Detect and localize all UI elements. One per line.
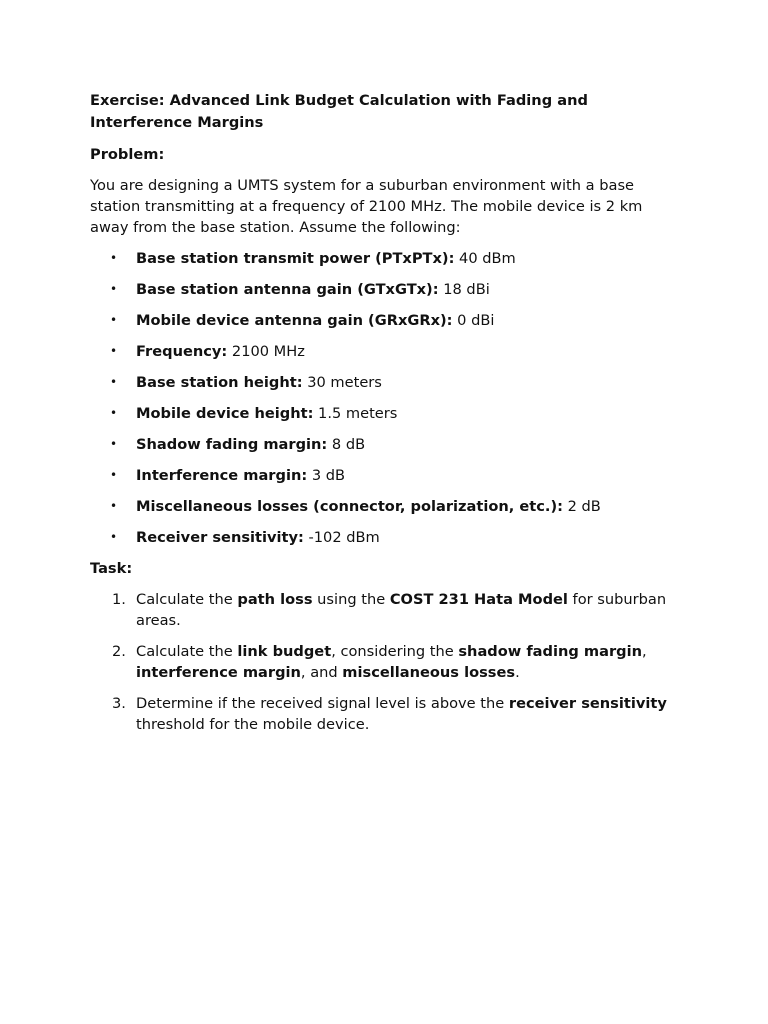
task-text: , and xyxy=(300,664,343,681)
task-item xyxy=(90,693,670,735)
task-item xyxy=(90,589,670,631)
parameter-label: Shadow fading margin: xyxy=(136,436,328,453)
bullet-icon: • xyxy=(110,437,118,451)
problem-heading: Problem: xyxy=(90,146,165,163)
parameter-item xyxy=(90,310,670,331)
parameter-label: Receiver sensitivity: xyxy=(136,529,304,546)
parameter-item xyxy=(90,248,670,269)
bullet-icon: • xyxy=(110,406,118,420)
parameter-label: Base station transmit power (PTxPTx): xyxy=(136,250,455,267)
bullet-icon: • xyxy=(110,251,118,265)
parameter-value: 0 dBi xyxy=(452,312,495,329)
parameter-item xyxy=(90,465,670,486)
task-list xyxy=(90,589,670,735)
parameter-label: Base station antenna gain (GTxGTx): xyxy=(136,281,439,298)
task-heading: Task: xyxy=(90,560,133,577)
task-emphasis: miscellaneous losses xyxy=(342,664,516,681)
task-text: , xyxy=(642,643,647,660)
task-emphasis: link budget xyxy=(237,643,332,660)
parameter-value: 1.5 meters xyxy=(313,405,398,422)
problem-intro: You are designing a UMTS system for a suburban environment with a base station transmitting at a frequency of 2100 MHz. The mobile device is 2 km away from the base station. Assume the following: xyxy=(90,177,643,236)
parameter-value: 2 dB xyxy=(562,498,601,515)
parameter-label: Frequency: xyxy=(136,343,228,360)
task-emphasis: receiver sensitivity xyxy=(508,695,667,712)
parameter-label: Base station height: xyxy=(136,374,303,391)
parameter-item xyxy=(90,372,670,393)
bullet-icon: • xyxy=(110,313,118,327)
parameter-label: Mobile device antenna gain (GRxGRx): xyxy=(136,312,453,329)
exercise-title: Exercise: Advanced Link Budget Calculation with Fading and Interference Margins xyxy=(90,92,588,131)
parameter-value: -102 dBm xyxy=(303,529,380,546)
parameter-label: Mobile device height: xyxy=(136,405,314,422)
task-text: , considering the xyxy=(331,643,459,660)
parameter-item xyxy=(90,403,670,424)
task-emphasis: COST 231 Hata Model xyxy=(389,591,568,608)
bullet-icon: • xyxy=(110,499,118,513)
parameter-value: 30 meters xyxy=(302,374,382,391)
task-emphasis: interference margin xyxy=(136,664,301,681)
task-number: 3. xyxy=(112,695,126,712)
task-text: for suburban areas. xyxy=(136,591,667,629)
parameter-label: Miscellaneous losses (connector, polarization, etc.): xyxy=(136,498,563,515)
document-page xyxy=(90,90,670,745)
parameter-item xyxy=(90,434,670,455)
bullet-icon: • xyxy=(110,375,118,389)
parameter-label: Interference margin: xyxy=(136,467,308,484)
parameter-item xyxy=(90,341,670,362)
task-item xyxy=(90,641,670,683)
task-number: 1. xyxy=(112,591,126,608)
task-text: . xyxy=(515,664,520,681)
task-text: Determine if the received signal level is above the xyxy=(136,695,509,712)
parameter-item xyxy=(90,527,670,548)
parameter-item xyxy=(90,279,670,300)
parameter-item xyxy=(90,496,670,517)
parameter-value: 40 dBm xyxy=(454,250,516,267)
task-text: threshold for the mobile device. xyxy=(136,716,370,733)
task-emphasis: path loss xyxy=(237,591,313,608)
task-text: Calculate the xyxy=(136,591,238,608)
bullet-icon: • xyxy=(110,530,118,544)
bullet-icon: • xyxy=(110,344,118,358)
task-text: using the xyxy=(312,591,390,608)
parameter-value: 18 dBi xyxy=(438,281,490,298)
bullet-icon: • xyxy=(110,282,118,296)
parameter-value: 3 dB xyxy=(307,467,346,484)
parameter-list xyxy=(90,248,670,548)
parameter-value: 8 dB xyxy=(327,436,366,453)
task-text: Calculate the xyxy=(136,643,238,660)
task-emphasis: shadow fading margin xyxy=(458,643,642,660)
task-number: 2. xyxy=(112,643,126,660)
parameter-value: 2100 MHz xyxy=(227,343,305,360)
bullet-icon: • xyxy=(110,468,118,482)
